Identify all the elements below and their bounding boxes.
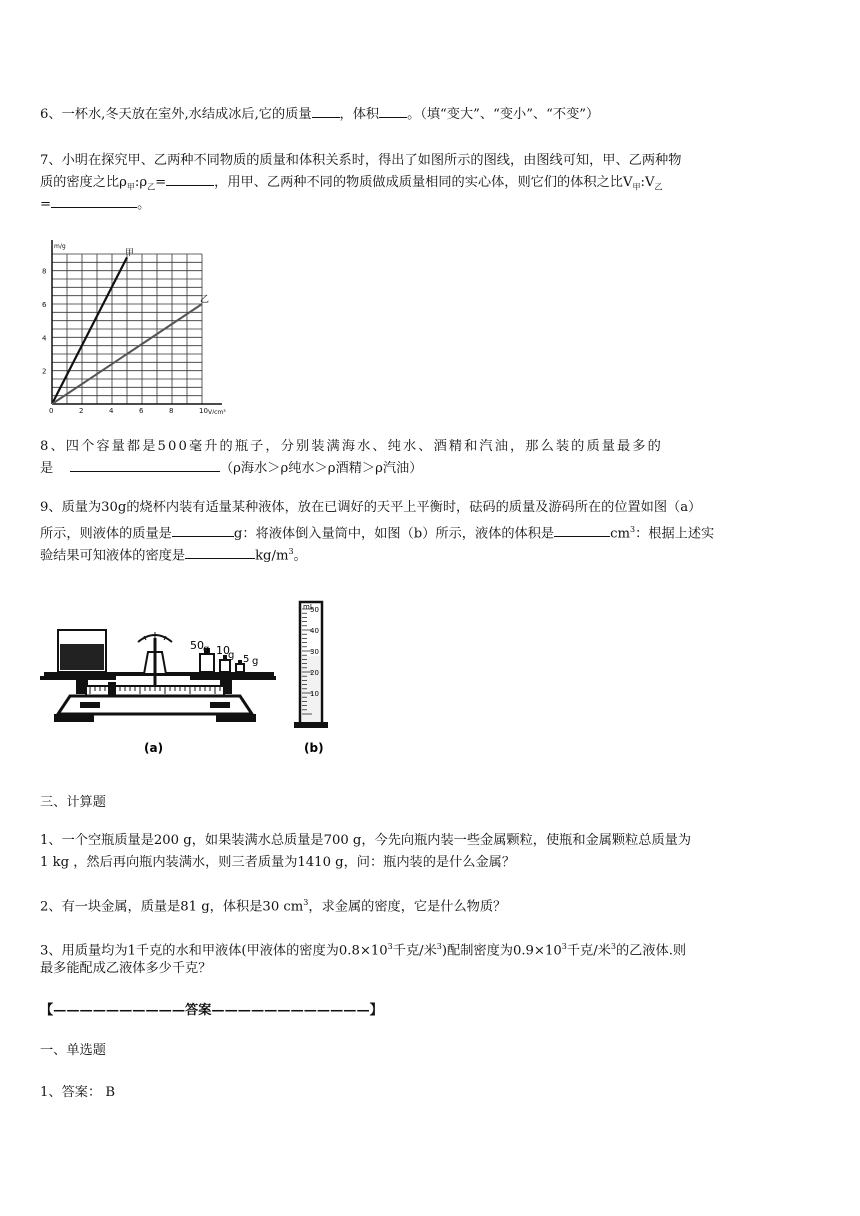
question-6: 6、一杯水,冬天放在室外,水结成冰后,它的质量 ，体积 。（填“变大”、“变小”、“不变”）: [40, 107, 600, 122]
graduated-cylinder: [290, 596, 340, 764]
x-tick-label: 6: [139, 407, 144, 414]
y-tick-label: 6: [42, 301, 47, 309]
x-tick-label: 0: [49, 407, 54, 414]
answer-blank: [185, 546, 255, 559]
answers-section-title: 一、单选题: [40, 1043, 106, 1058]
y-tick-label: 4: [42, 334, 47, 343]
chart-grid: [52, 254, 202, 404]
answer-blank: [554, 524, 610, 537]
mass-volume-chart: [40, 236, 260, 414]
answer-blank: [51, 195, 137, 208]
svg-text:mL: mL: [303, 603, 314, 611]
chart-labels: [42, 243, 226, 414]
y-tick-label: 2: [42, 367, 47, 376]
svg-text:g: g: [203, 644, 210, 655]
x-axis-label: V/cm³: [208, 409, 226, 414]
answer-1: 1、答案： B: [40, 1085, 116, 1100]
cylinder-tick-label: 40: [310, 627, 319, 635]
cylinder-tick-label: 20: [310, 669, 319, 677]
cylinder-tick-label: 30: [310, 648, 319, 656]
series-label: 甲: [125, 248, 135, 259]
svg-text:5: 5: [243, 654, 250, 665]
answer-blank: [312, 105, 340, 118]
answer-blank: [172, 524, 234, 537]
svg-text:g: g: [228, 650, 235, 661]
answer-blank: [379, 105, 407, 118]
svg-text:(a): (a): [144, 741, 164, 755]
cylinder-tick-label: 10: [310, 690, 319, 698]
answer-blank: [70, 459, 220, 472]
svg-text:g: g: [252, 656, 259, 667]
x-tick-label: 10: [199, 407, 208, 414]
beaker-liquid: [60, 644, 104, 670]
cylinder-tick-label: 50: [310, 606, 319, 614]
y-axis-label: m/g: [54, 243, 66, 250]
balance-figure: [40, 592, 280, 764]
svg-text:10: 10: [216, 644, 230, 657]
x-tick-label: 4: [109, 407, 114, 414]
section-title: 三、计算题: [40, 795, 106, 810]
answers-header: 【——————————答案————————————】: [40, 1003, 383, 1018]
x-tick-label: 2: [79, 407, 84, 414]
answer-blank: [166, 173, 214, 186]
svg-text:50: 50: [190, 639, 204, 652]
y-tick-label: 8: [42, 267, 47, 276]
calc-question-2: 2、有一块金属，质量是81 g，体积是30 $cm^3$，求金属的密度，它是什么物质？: [40, 898, 507, 915]
series-label: 乙: [200, 295, 210, 305]
svg-text:(b): (b): [304, 741, 324, 755]
x-tick-label: 8: [169, 407, 174, 414]
